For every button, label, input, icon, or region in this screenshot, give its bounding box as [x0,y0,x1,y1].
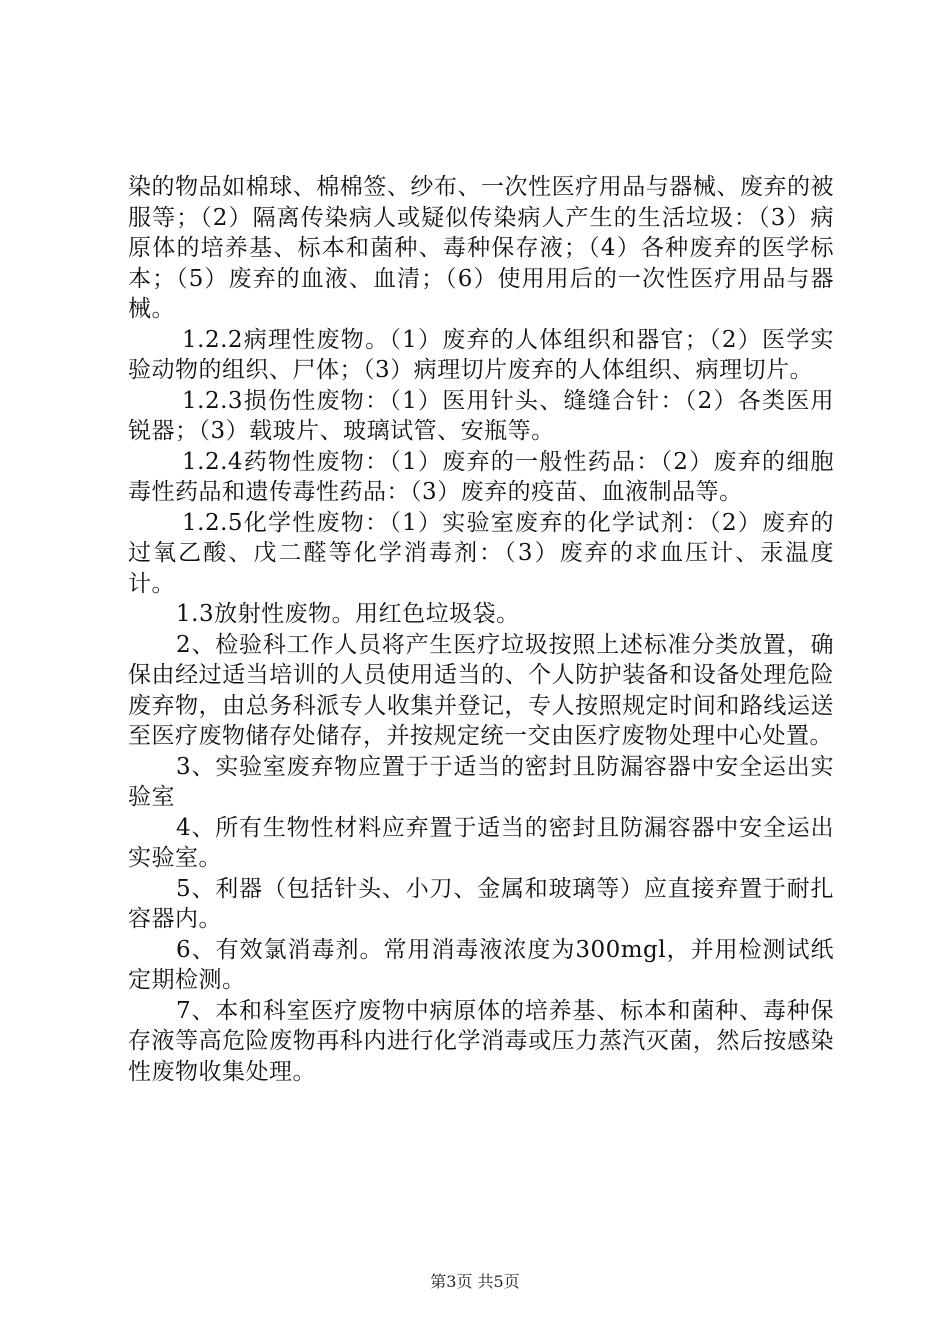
paragraph-pathological-waste: 1.2.2病理性废物。（1）废弃的人体组织和器官；（2）医学实验动物的组织、尸体；（3）病理切片废弃的人体组织、病理切片。 [128,326,834,383]
paragraph-damaging-waste: 1.2.3损伤性废物：（1）医用针头、缝缝合针：（2）各类医用锐器；（3）载玻片、玻璃试管、安瓶等。 [128,387,834,444]
paragraph-infectious-waste-continued: 染的物品如棉球、棉棉签、纱布、一次性医疗用品与器械、废弃的被服等；（2）隔离传染病人或疑似传染病人产生的生活垃圾：（3）病原体的培养基、标本和菌种、毒种保存液；（4）各种废弃的医学标本；（5）废弃的血液、血清；（6）使用用后的一次性医疗用品与器械。 [128,174,834,322]
paragraph-chemical-waste: 1.2.5化学性废物：（1）实验室废弃的化学试剂：（2）废弃的过氧乙酸、戊二醛等化学消毒剂：（3）废弃的求血压计、汞温度计。 [128,509,834,597]
page-number-footer: 第3页 共5页 [430,1272,520,1291]
paragraph-pharmaceutical-waste: 1.2.4药物性废物：（1）废弃的一般性药品：（2）废弃的细胞毒性药品和遗传毒性药品：（3）废弃的疫苗、血液制品等。 [128,448,834,505]
paragraph-radioactive-waste: 1.3放射性废物。用红色垃圾袋。 [176,601,520,627]
paragraph-item-7: 7、本和科室医疗废物中病原体的培养基、标本和菌种、毒种保存液等高危险废物再科内进行化学消毒或压力蒸汽灭菌，然后按感染性废物收集处理。 [128,997,834,1085]
paragraph-item-3: 3、实验室废弃物应置于于适当的密封且防漏容器中安全运出实验室 [128,753,834,810]
paragraph-item-2: 2、检验科工作人员将产生医疗垃圾按照上述标准分类放置，确保由经过适当培训的人员使用适当的、个人防护装备和设备处理危险废弃物，由总务科派专人收集并登记，专人按照规定时间和路线运送至医疗废物储存处储存，并按规定统一交由医疗废物处理中心处置。 [128,631,834,749]
document-body [128,172,834,1087]
paragraph-item-6: 6、有效氯消毒剂。常用消毒液浓度为300mgl，并用检测试纸定期检测。 [128,936,834,993]
paragraph-item-4: 4、所有生物性材料应弃置于适当的密封且防漏容器中安全运出实验室。 [128,814,834,871]
paragraph-item-5: 5、利器（包括针头、小刀、金属和玻璃等）应直接弃置于耐扎容器内。 [128,875,834,932]
